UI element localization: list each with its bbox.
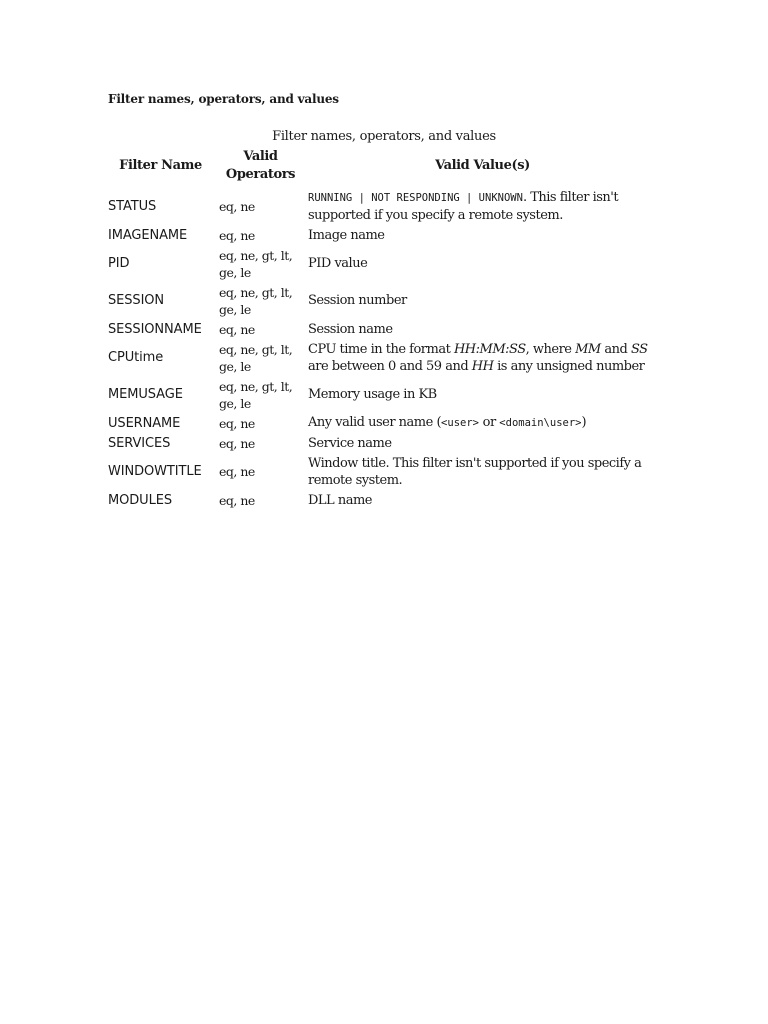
value-cell: PID value [308,256,368,271]
filter-name-cell: SESSIONNAME [108,321,202,337]
operators-cell: eq, ne [219,415,255,431]
operators-cell: eq, ne, gt, lt, ge, le [219,378,293,411]
operators-cell: eq, ne [219,199,255,214]
header-valid-values: Valid Value(s) [435,158,530,173]
status-values-note: . This filter isn't supported if you specify a remote system. [308,190,619,223]
operators-cell: eq, ne [219,464,255,479]
value-text: ) [581,415,587,430]
filter-name-cell: SERVICES [108,435,171,451]
value-cell: Image name [308,227,385,243]
table-row [105,377,660,414]
header-filter-name: Filter Name [119,158,202,173]
filter-name-cell: USERNAME [108,415,181,431]
operators-cell: eq, ne, gt, lt, ge, le [219,341,293,374]
operators-cell: eq, ne, gt, lt, ge, le [219,284,293,317]
filters-table [105,148,660,511]
value-cell [305,189,660,226]
table-row [105,283,660,320]
value-cell [305,340,660,377]
value-text: are between 0 and 59 and [308,358,472,374]
filter-name-cell: PID [108,256,130,271]
value-code: <domain\user> [499,417,582,429]
value-format-term: SS [630,341,648,357]
operators-cell: eq, ne [219,321,255,337]
operators-cell: eq, ne [219,227,255,243]
value-format-term: HH [471,358,494,374]
value-cell: Session name [308,321,393,337]
value-cell: Service name [308,435,392,451]
filter-name-cell: SESSION [108,293,165,308]
table-row [105,226,660,246]
filter-name-cell: STATUS [108,199,157,214]
value-cell: DLL name [308,492,372,508]
table-row [105,340,660,377]
operators-cell: eq, ne [219,492,255,508]
value-text: CPU time in the format [308,341,454,357]
value-cell: Window title. This filter isn't supported if you specify a remote system. [308,455,642,488]
value-cell: Memory usage in KB [308,387,437,402]
header-valid-operators: Valid Operators [225,149,296,182]
table-row [105,491,660,511]
value-cell: Session number [308,293,407,308]
value-text: or [478,415,500,430]
operators-cell: eq, ne [219,435,255,451]
value-format-term: HH:MM:SS [453,341,526,357]
table-row [105,414,660,434]
operators-cell: eq, ne, gt, lt, ge, le [219,247,293,280]
table-row [105,434,660,454]
table-row [105,454,660,491]
filter-name-cell: IMAGENAME [108,227,188,243]
status-values-code: RUNNING | NOT RESPONDING | UNKNOWN [308,192,523,204]
filter-name-cell: WINDOWTITLE [108,464,202,479]
value-text: is any unsigned number [493,358,645,374]
value-format-term: MM [575,341,601,357]
filter-name-cell: MODULES [108,492,172,508]
value-text: and [600,341,631,357]
value-text: , where [525,341,576,357]
table-row [105,320,660,340]
value-text: Any valid user name ( [308,415,442,430]
table-row [105,246,660,283]
filter-name-cell: MEMUSAGE [108,387,183,402]
page-heading: Filter names, operators, and values [108,92,339,106]
filter-name-cell: CPUtime [108,350,164,365]
table-row [105,189,660,226]
table-header-row [105,148,660,189]
value-cell [305,414,660,434]
table-caption: Filter names, operators, and values [272,129,496,144]
value-code: <user> [441,417,479,429]
